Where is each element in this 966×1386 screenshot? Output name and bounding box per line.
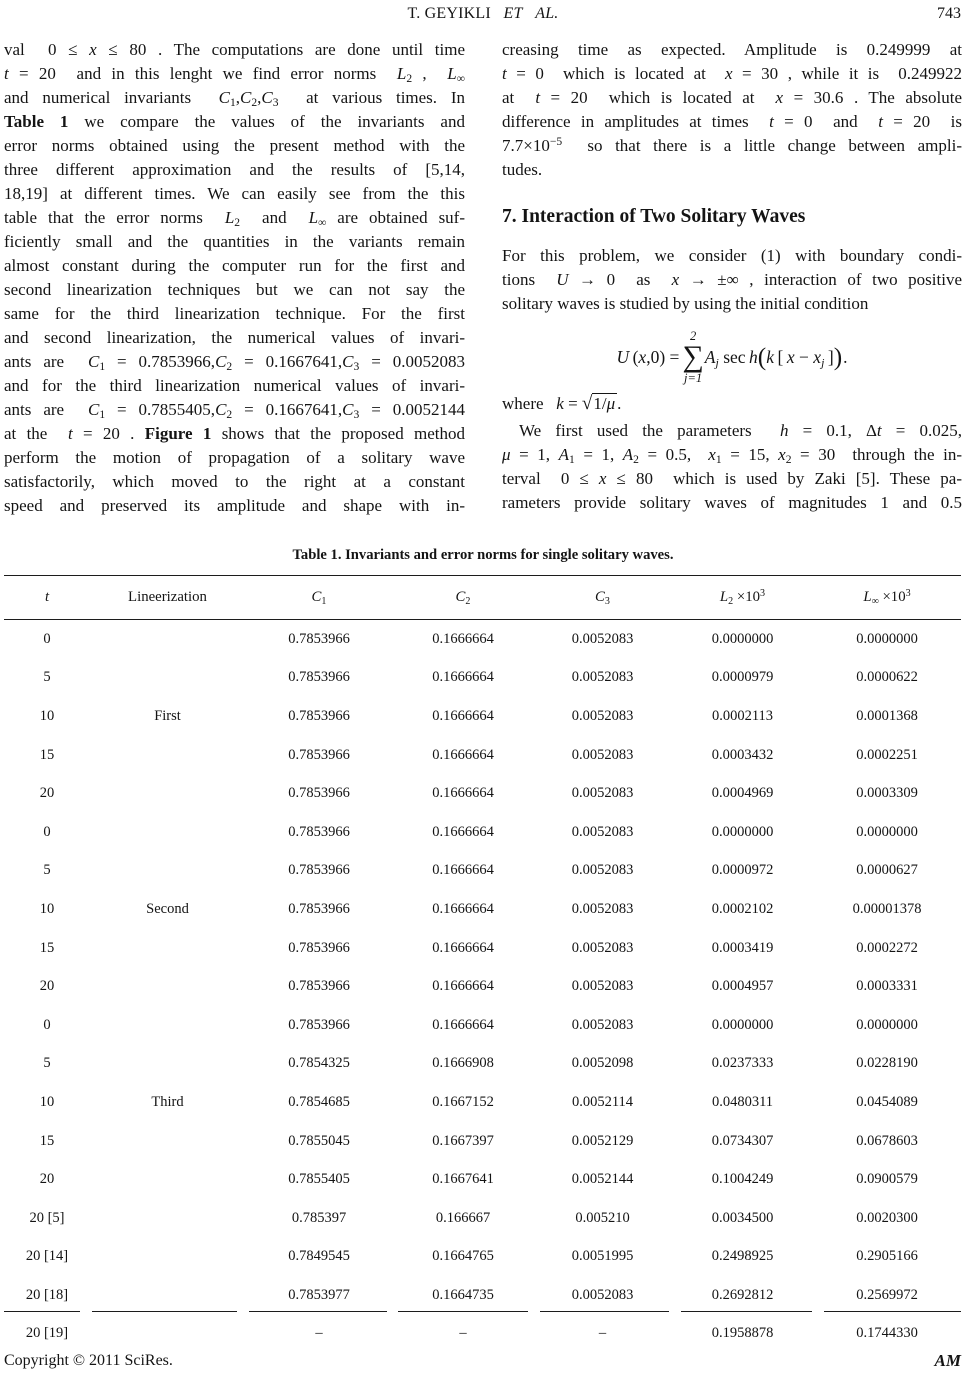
- summation-lower-limit: j=1: [684, 370, 703, 385]
- table-cell: 0.0020300: [856, 1209, 918, 1226]
- table-cell: First: [154, 707, 181, 724]
- radicand: 1/μ: [593, 394, 616, 413]
- table-row: [4, 697, 961, 736]
- table-cell: 0.0000000: [711, 1016, 774, 1033]
- table-cell: 5: [43, 862, 51, 879]
- table-cell: 0.0900579: [856, 1171, 918, 1188]
- table-cell: 0.1666664: [432, 785, 494, 802]
- table-cell: 0.1666664: [432, 823, 494, 840]
- table-row: [4, 1276, 961, 1315]
- table-header-cell: $L_2 \times 10^3$: [672, 576, 813, 620]
- summation: [682, 330, 703, 385]
- table-cell: 15: [39, 1132, 55, 1149]
- table-cell: 0.1744330: [856, 1325, 918, 1342]
- paragraph-interaction-intro: [502, 244, 962, 316]
- text-line: 18,19] at different times. We can easily see from the this: [4, 184, 465, 203]
- table-row: [4, 813, 961, 852]
- text-line: at the t = 20 . Figure 1 shows that the proposed method: [4, 424, 465, 443]
- copyright-notice: Copyright © 2011 SciRes.: [4, 1352, 173, 1369]
- table-row: [4, 1122, 961, 1161]
- table-cell: 0.0034500: [711, 1209, 774, 1226]
- text-line: ficiently small and the quantities in the variants remain: [4, 232, 465, 251]
- text-line: and for the third linearization numerical values of invari-: [4, 376, 465, 395]
- table-cell: [90, 1045, 245, 1084]
- table-row: [4, 620, 961, 659]
- table-cell: 0.1958878: [711, 1325, 774, 1342]
- table-header-cell: $C_1$: [245, 576, 393, 620]
- table-cell: 0.0052144: [571, 1171, 634, 1188]
- table-cell: 0: [43, 823, 51, 840]
- table-cell: 0.7854685: [288, 1093, 350, 1110]
- table-cell: Third: [151, 1093, 184, 1110]
- table-cell: 0.0052083: [571, 785, 634, 802]
- table-cell: 0.1664735: [432, 1286, 494, 1303]
- table-cell: 20: [39, 1171, 55, 1188]
- text-line: ants are $C_1 = 0.7853966,C_2 = 0.1667641,C_3 = 0.0052083$: [4, 352, 465, 374]
- table-cell: 0.1667152: [432, 1093, 494, 1110]
- text-line: solitary waves is studied by using the initial condition: [502, 294, 869, 313]
- text-line: val 0 ≤ x ≤ 80 . The computations are done until time: [4, 40, 465, 59]
- text-line: at t = 20 which is located at x = 30.6 . The absolute: [502, 88, 962, 107]
- table-cell: 0.0004957: [711, 978, 774, 995]
- table-cell: 0.7853977: [288, 1286, 350, 1303]
- table-cell: –: [459, 1325, 467, 1342]
- sigma-symbol: ∑: [682, 340, 704, 374]
- table-cell: 0.0228190: [856, 1055, 918, 1072]
- table-cell: 0.0001368: [856, 707, 918, 724]
- table-cell: [90, 1315, 245, 1354]
- text-line: satisfactorily, which moved to the right at a constant: [4, 472, 465, 491]
- table-cell: 0.7853966: [288, 785, 350, 802]
- table-cell: 10: [39, 900, 55, 917]
- table-cell: 0.7853966: [288, 630, 350, 647]
- text-line: For this problem, we consider (1) with boundary condi-: [502, 246, 962, 265]
- text-line: tions U → 0 as x → ±∞ , interaction of two positive: [502, 270, 962, 289]
- text-line: difference in amplitudes at times t = 0 and t = 20 is: [502, 112, 962, 131]
- table-cell: 0.0002251: [856, 746, 918, 763]
- table-cell: 0.1666664: [432, 630, 494, 647]
- table-cell: 0.7853966: [288, 669, 350, 686]
- text-line: t = 20 and in this lenght we find error norms $L_2$ , $L_\infty$: [4, 64, 465, 86]
- left-column: [4, 38, 465, 518]
- table-cell: 0.0052083: [571, 1286, 634, 1303]
- table-cell: 0.1666664: [432, 746, 494, 763]
- table-cell: 0.0052083: [571, 1016, 634, 1033]
- table-cell: 20 [19]: [25, 1325, 69, 1342]
- summation-upper-limit: 2: [689, 329, 697, 343]
- table-cell: 15: [39, 939, 55, 956]
- table-cell: [90, 620, 245, 659]
- table-cell: 0.785397: [291, 1209, 347, 1226]
- table-cell: 0.0454089: [856, 1093, 918, 1110]
- text-line: perform the motion of propagation of a solitary wave: [4, 448, 465, 467]
- text-line: ants are $C_1 = 0.7855405,C_2 = 0.1667641,C_3 = 0.0052144$: [4, 400, 465, 422]
- table-cell: 0.0000000: [856, 823, 918, 840]
- table-cell: 0.7855405: [288, 1171, 350, 1188]
- table-row: [4, 659, 961, 698]
- equation-lhs: U (x,0) =: [616, 346, 680, 367]
- text-line: $7.7\times 10^{-5}$ so that there is a little change between ampli-: [502, 135, 962, 155]
- table-cell: 5: [43, 1055, 51, 1072]
- table-cell: 0.2569972: [856, 1286, 918, 1303]
- table-cell: [90, 1238, 245, 1277]
- table-cell: [90, 1276, 245, 1315]
- table-cell: 0: [43, 1016, 51, 1033]
- text-line: three different approximation and the results of [5,14,: [4, 160, 465, 179]
- table-cell: 0.0000000: [711, 823, 774, 840]
- table-cell: 0.1667641: [432, 1171, 494, 1188]
- table-cell: 0.0000972: [711, 862, 774, 879]
- text-line: and second linearization, the numerical values of invari-: [4, 328, 465, 347]
- table-cell: [90, 1199, 245, 1238]
- table-row: [4, 774, 961, 813]
- text-line: μ = 1, $A_1 = 1$, $A_2 = 0.5$, $x_1 = 15$, $x_2 = 30$ through the in-: [502, 445, 962, 467]
- table-cell: 0.0052083: [571, 939, 634, 956]
- where-period: .: [617, 394, 622, 413]
- table-bottom-rule-segment: [681, 1311, 812, 1312]
- table-bottom-rule-segment: [540, 1311, 669, 1312]
- table-cell: 0.7853966: [288, 707, 350, 724]
- table-cell: 0.1666664: [432, 707, 494, 724]
- table-cell: 0.2498925: [711, 1248, 774, 1265]
- table-cell: 0.0052083: [571, 630, 634, 647]
- text-line: almost constant during the computer run for the first and: [4, 256, 465, 275]
- table-cell: 20 [18]: [25, 1286, 69, 1303]
- table-cell: [90, 813, 245, 852]
- table-row: [4, 1199, 961, 1238]
- table-cell: 0.0000979: [711, 669, 774, 686]
- table-cell: 10: [39, 1093, 55, 1110]
- section-heading: 7. Interaction of Two Solitary Waves: [502, 206, 806, 227]
- table-cell: 0.0052083: [571, 707, 634, 724]
- equation-mid: $A_j$ sec h: [704, 346, 758, 370]
- text-line: same for the third linearization technique. For the first: [4, 304, 465, 323]
- table-cell: 0.0052083: [571, 900, 634, 917]
- table-body: [4, 620, 961, 1354]
- table-cell: 0.0734307: [711, 1132, 774, 1149]
- text-line: error norms obtained using the present method with the: [4, 136, 465, 155]
- table-cell: [90, 852, 245, 891]
- table-cell: 0.2905166: [856, 1248, 918, 1265]
- table-cell: 0.0480311: [711, 1093, 774, 1110]
- table-row: [4, 1238, 961, 1277]
- table-cell: 0.0000000: [711, 630, 774, 647]
- table-cell: 0.0000000: [856, 630, 918, 647]
- table-cell: 0: [43, 630, 51, 647]
- initial-condition-equation: U (x,0) = 2 ∑ j=1 $A_j$ sec h ( k [ $x - x_j$ ] ) .: [616, 329, 848, 385]
- table-cell: 0.1666664: [432, 669, 494, 686]
- table-row: [4, 1315, 961, 1354]
- equation-inner: k [ $x - x_j$ ]: [766, 346, 834, 370]
- table-header-row: [4, 576, 961, 620]
- table-cell: 0.7855045: [288, 1132, 350, 1149]
- text-line: and numerical invariants $C_1,C_2,C_3$ at various times. In: [4, 88, 465, 110]
- paragraph-parameters: [502, 419, 962, 515]
- table-header-cell: $C_2$: [393, 576, 533, 620]
- table-cell: 0.7853966: [288, 746, 350, 763]
- table-cell: 20 [14]: [25, 1248, 69, 1265]
- table-cell: 15: [39, 746, 55, 763]
- table-cell: [90, 967, 245, 1006]
- journal-abbreviation: AM: [934, 1351, 961, 1370]
- text-line: tudes.: [502, 160, 543, 179]
- table-cell: –: [598, 1325, 607, 1342]
- table-cell: 0.166667: [435, 1209, 491, 1226]
- table-cell: Second: [146, 900, 189, 917]
- table-cell: 5: [43, 669, 51, 686]
- sqrt-symbol: √: [581, 393, 593, 414]
- table-cell: 0.005210: [575, 1209, 630, 1226]
- table-cell: 0.2692812: [711, 1286, 774, 1303]
- text-line: rameters provide solitary waves of magnitudes 1 and 0.5: [502, 493, 962, 512]
- table-cell: 0.7853966: [288, 862, 350, 879]
- table-bottom-rule-segment: [249, 1311, 387, 1312]
- where-lead: where k =: [502, 394, 582, 413]
- paragraph-amplitude: [502, 38, 962, 182]
- table-caption: Table 1. Invariants and error norms for single solitary waves.: [292, 547, 674, 563]
- table-cell: 0.0678603: [856, 1132, 918, 1149]
- table-row: [4, 1160, 961, 1199]
- table-cell: [90, 1006, 245, 1045]
- table-cell: 0.7853966: [288, 939, 350, 956]
- table-cell: 0.0003432: [711, 746, 774, 763]
- table-cell: 0.1666908: [432, 1055, 494, 1072]
- table-cell: –: [315, 1325, 323, 1342]
- table-cell: 0.7853966: [288, 1016, 350, 1033]
- table-cell: 0.0052129: [571, 1132, 634, 1149]
- table-cell: 0.0237333: [711, 1055, 774, 1072]
- table-cell: 0.0000622: [856, 669, 918, 686]
- text-line: We first used the parameters h = 0.1, Δt = 0.025,: [502, 421, 962, 440]
- table-cell: 0.1666664: [432, 939, 494, 956]
- equation-period: .: [843, 346, 848, 367]
- table-cell: 0.0052083: [571, 669, 634, 686]
- table-cell: 0.0003419: [711, 939, 774, 956]
- table-cell: 0.0052083: [571, 823, 634, 840]
- table-cell: 0.0051995: [571, 1248, 634, 1265]
- radical: [582, 393, 617, 413]
- table-row: [4, 1083, 961, 1122]
- text-line: table that the error norms $L_2$ and $L_\infty$ are obtained suf-: [4, 208, 466, 230]
- table-cell: [90, 736, 245, 775]
- table-cell: 0.0003331: [856, 978, 918, 995]
- table-cell: 0.0000627: [856, 862, 918, 879]
- table-cell: 0.0003309: [856, 785, 918, 802]
- table-header-cell: $L_\infty \times 10^3$: [813, 576, 961, 620]
- text-line: creasing time as expected. Amplitude is 0.249999 at: [502, 40, 962, 59]
- table-cell: 20: [39, 978, 55, 995]
- table-row: [4, 1006, 961, 1045]
- table-bottom-rule-segment: [92, 1311, 237, 1312]
- text-line: speed and preserved its amplitude and shape with in-: [4, 496, 465, 515]
- table-cell: [90, 1122, 245, 1161]
- table-cell: 0.7853966: [288, 978, 350, 995]
- table-row: [4, 890, 961, 929]
- table-cell: 0.1666664: [432, 978, 494, 995]
- table-cell: 0.0052083: [571, 978, 634, 995]
- where-clause: [502, 392, 962, 416]
- table-cell: 0.0002102: [711, 900, 774, 917]
- table-row: [4, 1045, 961, 1084]
- table-cell: [90, 929, 245, 968]
- table-cell: 0.1666664: [432, 900, 494, 917]
- page-number: 743: [937, 5, 961, 22]
- table-bottom-rule-segment: [4, 1311, 80, 1312]
- table-cell: 0.7854325: [288, 1055, 350, 1072]
- table-header-cell: $C_3$: [533, 576, 672, 620]
- table-cell: 0.1004249: [711, 1171, 774, 1188]
- table-cell: 20: [39, 785, 55, 802]
- table-cell: 0.7849545: [288, 1248, 350, 1265]
- table-cell: 0.1666664: [432, 862, 494, 879]
- text-line: second linearization techniques but we can not say the: [4, 280, 465, 299]
- table-cell: 0.1667397: [432, 1132, 494, 1149]
- table-cell: 0.7853966: [288, 900, 350, 917]
- table-row: [4, 852, 961, 891]
- table-row: [4, 967, 961, 1006]
- table-cell: 0.0052083: [571, 746, 634, 763]
- text-line: Table 1 we compare the values of the invariants and: [4, 112, 465, 131]
- table-cell: 10: [39, 707, 55, 724]
- table-cell: 0.0000000: [856, 1016, 918, 1033]
- table-cell: 0.0002113: [711, 707, 774, 724]
- text-line: t = 0 which is located at x = 30 , while it is 0.249922: [502, 64, 962, 83]
- table-cell: 20 [5]: [29, 1209, 65, 1226]
- table-cell: 0.1666664: [432, 1016, 494, 1033]
- table-cell: 0.0004969: [711, 785, 774, 802]
- table-row: [4, 929, 961, 968]
- table-bottom-rule: [4, 1311, 961, 1312]
- table-cell: 0.0052114: [571, 1093, 634, 1110]
- table-bottom-rule-segment: [398, 1311, 528, 1312]
- table-cell: [90, 659, 245, 698]
- invariants-error-norms-table: [4, 575, 961, 1353]
- table-cell: [90, 1160, 245, 1199]
- table-cell: 0.0052098: [571, 1055, 634, 1072]
- table-row: [4, 736, 961, 775]
- table-header-cell: t: [4, 576, 90, 620]
- running-head: T. GEYIKLI ET AL.: [407, 5, 559, 22]
- table-bottom-rule-segment: [824, 1311, 961, 1312]
- table-cell: [90, 774, 245, 813]
- text-line: terval 0 ≤ x ≤ 80 which is used by Zaki [5]. These pa-: [502, 469, 963, 488]
- table-cell: 0.0002272: [856, 939, 918, 956]
- table-cell: 0.7853966: [288, 823, 350, 840]
- table-header-cell: Lineerization: [90, 576, 245, 620]
- table-cell: 0.0052083: [571, 862, 634, 879]
- table-cell: 0.1664765: [432, 1248, 494, 1265]
- table-cell: 0.00001378: [852, 900, 922, 917]
